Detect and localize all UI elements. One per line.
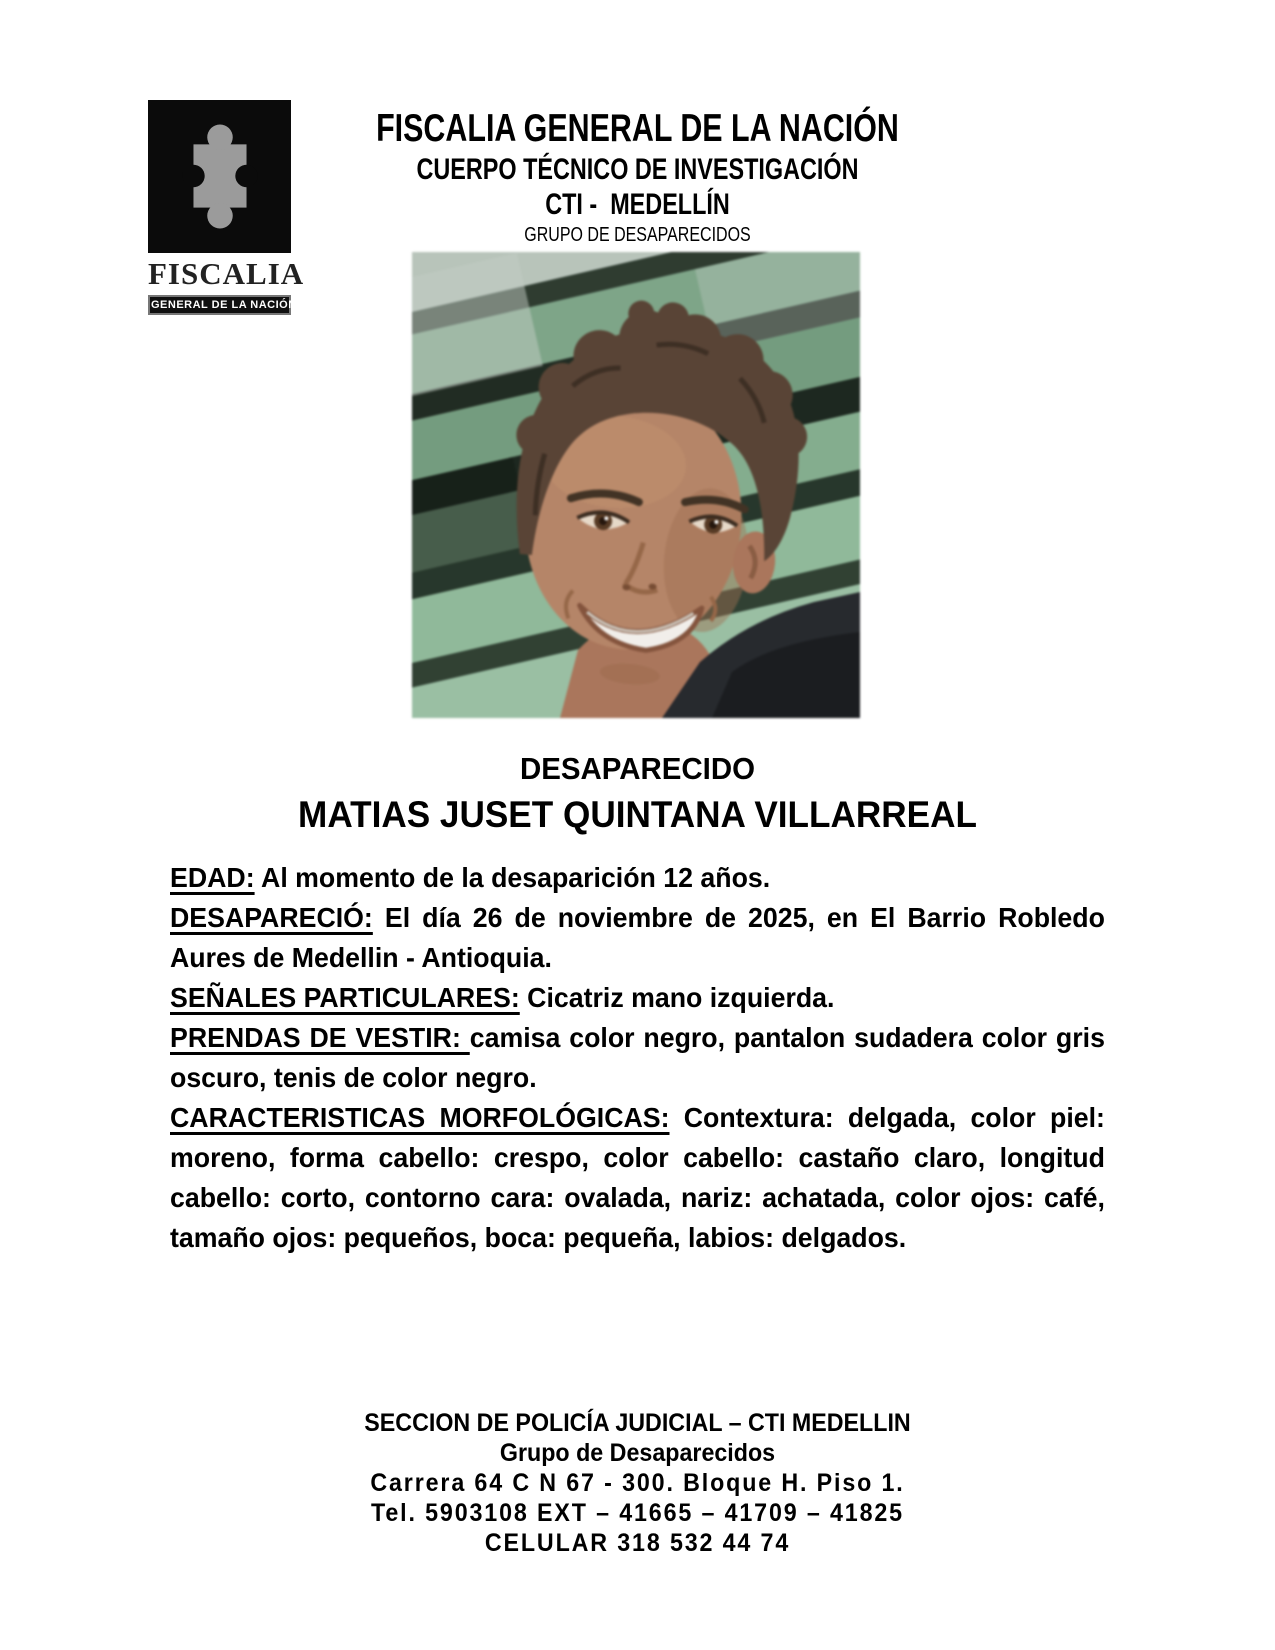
detail-edad xyxy=(170,858,1105,898)
detail-caracteristicas xyxy=(170,1098,1113,1258)
detail-text: camisa color negro, pantalon sudadera color gris oscuro, tenis de color negro. xyxy=(170,1022,1113,1093)
footer-cell-line: CELULAR 318 532 44 74 xyxy=(484,1529,791,1557)
footer-contact xyxy=(0,1408,1275,1558)
detail-senales xyxy=(170,978,1105,1018)
detail-label: EDAD: xyxy=(170,862,255,893)
detail-label: PRENDAS DE VESTIR: xyxy=(170,1022,470,1053)
header xyxy=(0,106,1275,249)
detail-label: CARACTERISTICAS MORFOLÓGICAS: xyxy=(170,1102,670,1133)
footer-section-line: SECCION DE POLICÍA JUDICIAL – CTI MEDELLIN xyxy=(364,1409,911,1437)
detail-label: SEÑALES PARTICULARES: xyxy=(170,982,520,1013)
group-title: GRUPO DE DESAPARECIDOS xyxy=(524,224,751,246)
title-block xyxy=(0,748,1275,840)
detail-prendas xyxy=(170,1018,1113,1098)
detail-label: DESAPARECIÓ: xyxy=(170,902,373,933)
detail-text: Contextura: delgada, color piel: moreno, forma cabello: crespo, color cabello: castaño claro, longitud cabello: corto, contorno cara: ovalada, nariz: achatada, color ojos: café, tamaño ojos: pequeños, boca: pequeña, labios: delgados. xyxy=(170,1102,1113,1253)
missing-person-photo xyxy=(412,252,860,718)
details-section xyxy=(170,858,1113,1258)
person-name: MATIAS JUSET QUINTANA VILLARREAL xyxy=(298,794,977,835)
detail-text: Al momento de la desaparición 12 años. xyxy=(254,862,771,893)
org-title: FISCALIA GENERAL DE LA NACIÓN xyxy=(376,107,899,150)
footer-phone-line: Tel. 5903108 EXT – 41665 – 41709 – 41825 xyxy=(371,1499,904,1527)
detail-text: Cicatriz mano izquierda. xyxy=(519,982,835,1013)
detail-text: El día 26 de noviembre de 2025, en El Barrio Robledo Aures de Medellin - Antioquia. xyxy=(170,902,1112,973)
status-heading: DESAPARECIDO xyxy=(519,751,756,786)
logo-tagline: GENERAL DE LA NACIÓN xyxy=(148,295,291,315)
logo-wordmark: FISCALIA xyxy=(148,256,305,291)
office-title: CTI - MEDELLÍN xyxy=(545,188,730,221)
detail-desaparecio xyxy=(170,898,1112,978)
footer-group-line: Grupo de Desaparecidos xyxy=(499,1439,776,1467)
dept-title: CUERPO TÉCNICO DE INVESTIGACIÓN xyxy=(416,153,859,186)
footer-address-line: Carrera 64 C N 67 - 300. Bloque H. Piso 1. xyxy=(370,1469,905,1497)
